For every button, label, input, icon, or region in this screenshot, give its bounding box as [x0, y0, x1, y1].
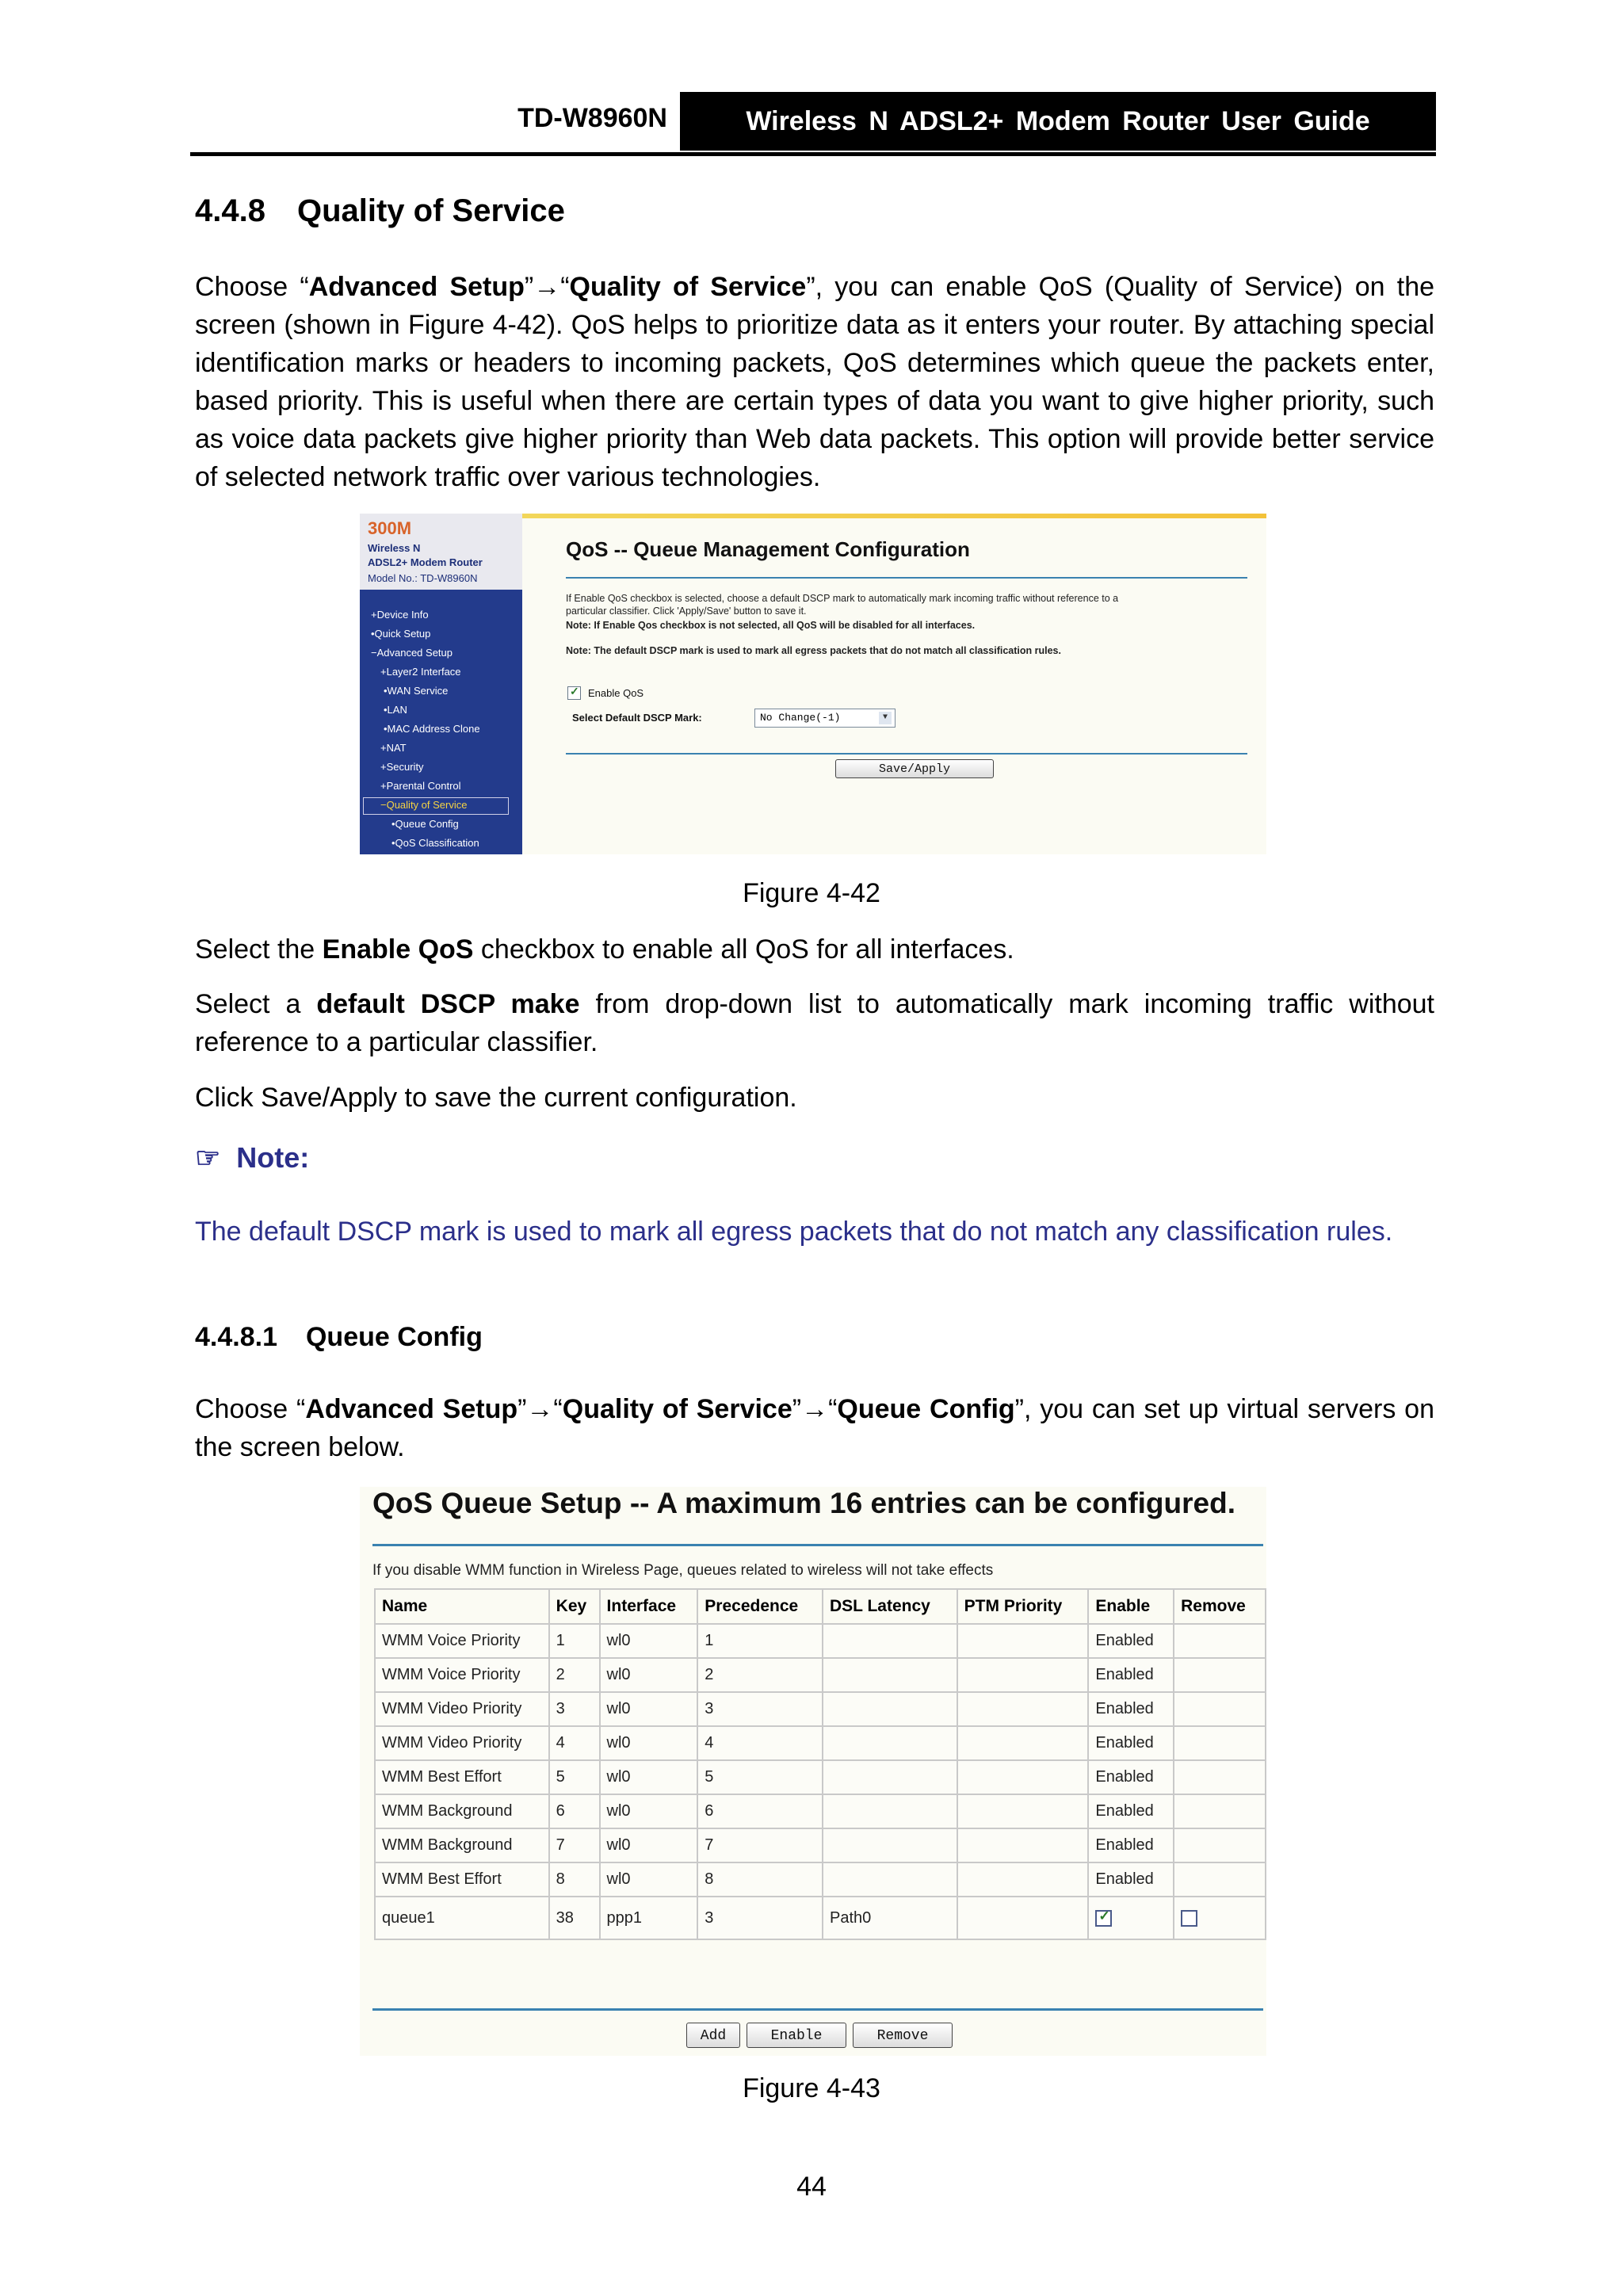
- queue1-enable-checkbox[interactable]: [1095, 1910, 1112, 1927]
- section-number: 4.4.8: [195, 193, 265, 228]
- col-enable: Enable: [1088, 1589, 1174, 1624]
- check-icon: ✓: [570, 685, 579, 697]
- enable-button[interactable]: Enable: [747, 2023, 846, 2048]
- step-enable-qos: Select the Enable QoS checkbox to enable all QoS for all interfaces.: [195, 934, 1014, 965]
- col-interface: Interface: [600, 1589, 698, 1624]
- table-bottom-divider: [372, 2008, 1263, 2011]
- subsection-number: 4.4.8.1: [195, 1322, 277, 1352]
- queue-config-intro: Choose “Advanced Setup”→“Quality of Service”→“Queue Config”, you can set up virtual servers on the screen below.: [195, 1394, 1434, 1462]
- section-heading: [195, 193, 565, 229]
- table-row: queue1 38 ppp1 3 Path0 ✓: [375, 1897, 1266, 1939]
- qos-page-title: QoS -- Queue Management Configuration: [566, 537, 970, 561]
- queue-table: [374, 1588, 1266, 1940]
- col-key: Key: [549, 1589, 600, 1624]
- add-button[interactable]: Add: [686, 2023, 740, 2048]
- table-header-row: [375, 1589, 1266, 1624]
- menu-parental-control[interactable]: +Parental Control: [380, 780, 461, 792]
- table-row: WMM Background 7 wl0 7 Enabled: [375, 1828, 1266, 1862]
- step-save-apply: Click Save/Apply to save the current configuration.: [195, 1083, 797, 1113]
- queue-setup-title: QoS Queue Setup -- A maximum 16 entries can be configured.: [372, 1487, 1235, 1519]
- note-heading: ☞ Note:: [195, 1141, 310, 1174]
- menu-layer2-interface[interactable]: +Layer2 Interface: [380, 666, 461, 678]
- figure-4-42-screenshot: [360, 514, 1266, 854]
- queue1-remove-checkbox[interactable]: [1181, 1910, 1197, 1927]
- table-row: WMM Background 6 wl0 6 Enabled: [375, 1794, 1266, 1828]
- check-icon: ✓: [1098, 1908, 1110, 1924]
- chevron-down-icon: ▼: [879, 712, 892, 724]
- col-precedence: Precedence: [697, 1589, 823, 1624]
- document-model: TD-W8960N: [517, 103, 667, 133]
- table-row: WMM Video Priority 3 wl0 3 Enabled: [375, 1692, 1266, 1726]
- menu-mac-address-clone[interactable]: •MAC Address Clone: [384, 723, 480, 735]
- col-name: Name: [375, 1589, 549, 1624]
- section-title: Quality of Service: [296, 193, 565, 228]
- qos-note-2: Note: The default DSCP mark is used to mark all egress packets that do not match all classification rules.: [566, 645, 1061, 656]
- note-text: The default DSCP mark is used to mark all egress packets that do not match any classification rules.: [195, 1217, 1393, 1247]
- remove-button[interactable]: Remove: [853, 2023, 953, 2048]
- page-number: 44: [796, 2172, 827, 2202]
- qos-description-line2: particular classifier. Click 'Apply/Save' button to save it.: [566, 606, 807, 617]
- qos-note-1: Note: If Enable Qos checkbox is not selected, all QoS will be disabled for all interfaces.: [566, 620, 976, 631]
- save-apply-button[interactable]: Save/Apply: [835, 759, 994, 778]
- col-remove: Remove: [1174, 1589, 1266, 1624]
- dscp-mark-label: Select Default DSCP Mark:: [572, 712, 702, 724]
- menu-quality-of-service[interactable]: −Quality of Service: [380, 799, 468, 811]
- figure-top-bar: [522, 514, 1266, 518]
- menu-qos-classification[interactable]: •QoS Classification: [391, 837, 479, 849]
- wmm-note: If you disable WMM function in Wireless Page, queues related to wireless will not take effects: [372, 1562, 994, 1579]
- menu-lan[interactable]: •LAN: [384, 704, 407, 716]
- menu-wan-service[interactable]: •WAN Service: [384, 685, 449, 697]
- step-dscp-mark: Select a default DSCP make from drop-down list to automatically mark incoming traffic without reference to a particular classifier.: [195, 989, 1434, 1057]
- router-brand-logo: 300M Wireless N ADSL2+ Modem Router Model No.: TD-W8960N: [360, 514, 522, 590]
- form-divider: [566, 753, 1247, 755]
- title-divider: [372, 1544, 1263, 1546]
- table-row: WMM Best Effort 8 wl0 8 Enabled: [375, 1862, 1266, 1897]
- enable-qos-label: Enable QoS: [588, 687, 644, 699]
- intro-paragraph: Choose “Advanced Setup”→“Quality of Service”, you can enable QoS (Quality of Service) on the screen (shown in Figure 4-42). QoS helps to prioritize data as it enters your router. By attaching special identification marks or headers to incoming packets, QoS determines which queue the packets enter, based priority. This is useful when there are certain types of data you want to give higher priority, such as voice data packets give higher priority than Web data packets. This option will provide better service of selected network traffic over various technologies.: [195, 272, 1435, 492]
- figure-4-42-caption: Figure 4-42: [743, 878, 880, 908]
- col-ptm-priority: PTM Priority: [957, 1589, 1089, 1624]
- pointing-hand-icon: ☞: [195, 1141, 221, 1174]
- col-dsl-latency: DSL Latency: [823, 1589, 957, 1624]
- menu-queue-config[interactable]: •Queue Config: [391, 818, 459, 830]
- table-row: WMM Voice Priority 2 wl0 2 Enabled: [375, 1658, 1266, 1692]
- menu-quick-setup[interactable]: •Quick Setup: [371, 628, 431, 640]
- qos-description-line1: If Enable QoS checkbox is selected, choose a default DSCP mark to automatically mark incoming traffic without reference to a: [566, 593, 1119, 604]
- enable-qos-checkbox[interactable]: [567, 686, 581, 700]
- figure-4-43-caption: Figure 4-43: [743, 2073, 880, 2103]
- menu-nat[interactable]: +NAT: [380, 742, 407, 754]
- dscp-mark-value: No Change(-1): [760, 712, 841, 724]
- table-row: WMM Best Effort 5 wl0 5 Enabled: [375, 1760, 1266, 1794]
- subsection-title: Queue Config: [305, 1322, 483, 1352]
- guide-title-banner: Wireless N ADSL2+ Modem Router User Guide: [680, 92, 1436, 151]
- menu-device-info[interactable]: +Device Info: [371, 609, 429, 621]
- figure-4-43-screenshot: [360, 1487, 1266, 2056]
- table-row: WMM Voice Priority 1 wl0 1 Enabled: [375, 1624, 1266, 1658]
- subsection-heading: [195, 1322, 483, 1353]
- router-sidebar: [360, 514, 522, 854]
- table-row: WMM Video Priority 4 wl0 4 Enabled: [375, 1726, 1266, 1760]
- menu-security[interactable]: +Security: [380, 761, 424, 773]
- header-rule: [190, 152, 1436, 156]
- title-divider: [566, 577, 1247, 579]
- dscp-mark-select[interactable]: [754, 709, 896, 728]
- menu-advanced-setup[interactable]: −Advanced Setup: [371, 647, 453, 659]
